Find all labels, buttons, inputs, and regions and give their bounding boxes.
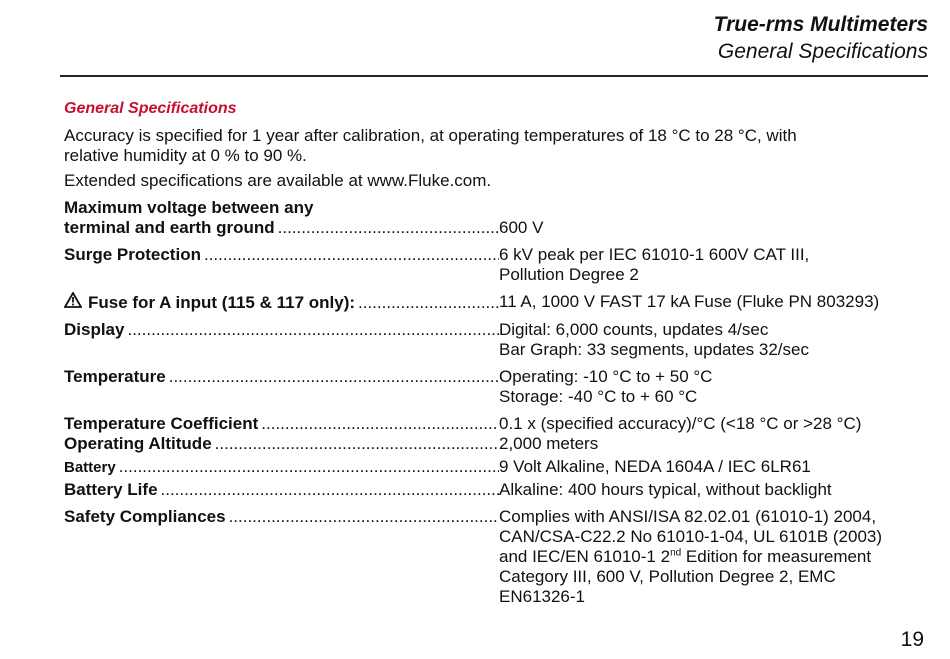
spec-battery-life: [64, 480, 932, 500]
dot-leader: [169, 367, 499, 387]
spec-value: Bar Graph: 33 segments, updates 32/sec: [499, 340, 809, 359]
spec-label: Battery: [64, 459, 116, 476]
blank-line: [499, 198, 932, 218]
spec-temperature: [64, 367, 932, 407]
page-number: 19: [900, 628, 924, 651]
dot-leader: [229, 507, 499, 527]
spec-label: Display: [64, 320, 125, 339]
spec-value: Alkaline: 400 hours typical, without backlight: [499, 480, 832, 499]
dot-leader: [119, 457, 499, 477]
spec-label: Maximum voltage between any: [64, 198, 314, 217]
spec-label: Surge Protection: [64, 245, 201, 264]
spec-value: Digital: 6,000 counts, updates 4/sec: [499, 320, 769, 339]
dot-leader: [358, 293, 499, 313]
spec-battery: [64, 457, 932, 478]
page-header: [714, 12, 928, 66]
accuracy-paragraph: [64, 126, 932, 166]
header-rule: [60, 75, 928, 77]
section-title: General Specifications: [64, 100, 237, 117]
spec-value: Pollution Degree 2: [499, 265, 639, 284]
spec-label: Operating Altitude: [64, 434, 212, 453]
spec-label: Battery Life: [64, 480, 158, 499]
spec-value: CAN/CSA-C22.2 No 61010-1-04, UL 6101B (2003): [499, 527, 883, 546]
spec-operating-altitude: [64, 434, 932, 454]
spec-value: 2,000 meters: [499, 434, 599, 453]
page-content: [64, 99, 932, 607]
spec-value: 0.1 x (specified accuracy)/°C (<18 °C or >28 °C): [499, 414, 862, 433]
spec-value: 11 A, 1000 V FAST 17 kA Fuse (Fluke PN 803293): [499, 292, 880, 311]
dot-leader: [127, 320, 499, 340]
spec-value: EN61326-1: [499, 587, 586, 606]
warning-triangle-icon: [64, 292, 82, 313]
spec-value: Complies with ANSI/ISA 82.02.01 (61010-1) 2004,: [499, 507, 877, 526]
extended-specs-paragraph: Extended specifications are available at www.Fluke.com.: [64, 171, 492, 190]
spec-value: Storage: -40 °C to + 60 °C: [499, 387, 698, 406]
spec-label: Safety Compliances: [64, 507, 226, 526]
header-title: True-rms Multimeters: [713, 13, 928, 36]
spec-label: terminal and earth ground: [64, 218, 275, 237]
header-subtitle: General Specifications: [717, 40, 928, 63]
spec-max-voltage: [64, 198, 932, 238]
spec-temperature-coefficient: [64, 414, 932, 434]
dot-leader: [278, 218, 499, 238]
spec-value: 6 kV peak per IEC 61010-1 600V CAT III,: [499, 245, 810, 264]
dot-leader: [215, 434, 499, 454]
spec-value: 9 Volt Alkaline, NEDA 1604A / IEC 6LR61: [499, 457, 811, 476]
spec-fuse: [64, 292, 932, 313]
dot-leader: [204, 245, 499, 265]
accuracy-line-1: Accuracy is specified for 1 year after calibration, at operating temperatures of 18 °C to 28 °C, with: [64, 126, 797, 145]
accuracy-line-2: relative humidity at 0 % to 90 %.: [64, 146, 307, 165]
dot-leader: [261, 414, 499, 434]
spec-value: Operating: -10 °C to + 50 °C: [499, 367, 713, 386]
spec-label: Temperature Coefficient: [64, 414, 259, 433]
spec-display: [64, 320, 932, 360]
spec-label: Temperature: [64, 367, 166, 386]
spec-label: Fuse for A input (115 & 117 only):: [88, 293, 356, 312]
dot-leader: [161, 480, 499, 500]
spec-surge-protection: [64, 245, 932, 285]
spec-value: Category III, 600 V, Pollution Degree 2, EMC: [499, 567, 836, 586]
spec-value: 600 V: [499, 218, 544, 237]
spec-safety-compliances: [64, 507, 932, 607]
spec-value: and IEC/EN 61010-1 2nd Edition for measurement: [499, 547, 872, 566]
